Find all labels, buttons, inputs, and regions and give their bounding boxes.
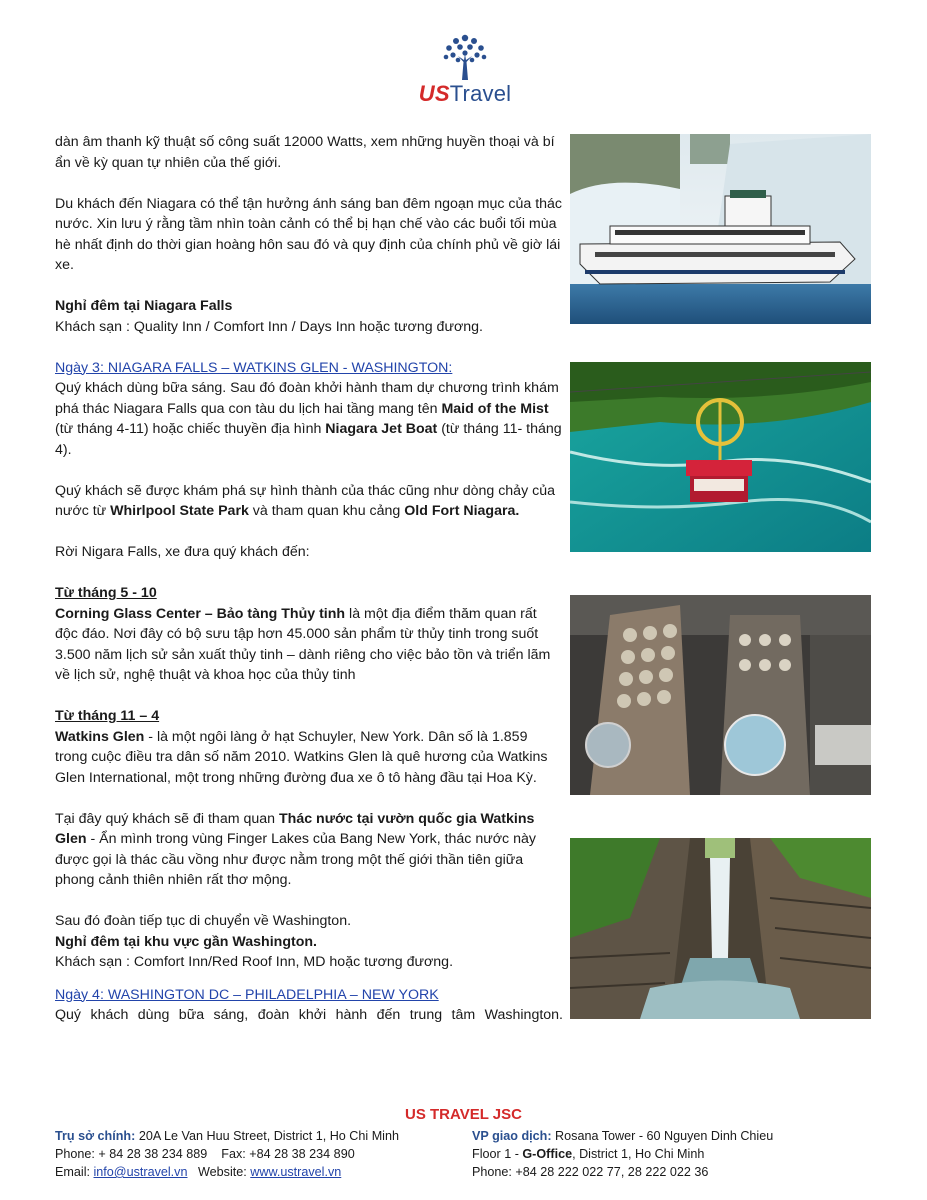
email-website-line [55,1163,399,1181]
hq-address-line [55,1127,399,1145]
email-link[interactable]: info@ustravel.vn [93,1165,188,1179]
text: (từ tháng 4-11) hoặc chiếc thuyền địa hình [55,421,326,437]
paragraph: Rời Nigara Falls, xe đưa quý khách đến: [55,544,310,560]
paragraph [55,809,563,891]
text: Quý khách sẽ được khám phá sự hình thành của thác cũng như dòng chảy của nước từ [55,482,555,519]
footer-head-office [55,1127,399,1181]
tree-of-people-icon [442,32,488,82]
paragraph [55,378,563,460]
text: (từ tháng 11- tháng 4). [55,421,562,458]
paragraph: Du khách đến Niagara có thể tận hưởng ánh sáng ban đêm ngoạn mục của thác nước. Xin lưu ý rằng tầm nhìn toàn cảnh có thể bị hạn chế vào các buổi tối mùa hè nhất định do thời gian hoàng hôn sau đó và quy định của chính phủ về giờ lái xe. [55,195,563,273]
office-phone-line: Phone: +84 28 222 022 77, 28 222 022 36 [472,1165,709,1179]
watkins-glen-gorge-photo [570,838,871,1019]
logo-travel: Travel [449,81,512,106]
maid-of-the-mist-photo [570,134,871,324]
website-link[interactable]: www.ustravel.vn [250,1165,342,1179]
overnight-heading [55,932,563,953]
whirlpool-aero-car-photo [570,362,871,552]
paragraph: dàn âm thanh kỹ thuật số công suất 12000 Watts, xem những huyền thoại và bí ẩn về kỳ quan tự nhiên của thế giới. [55,134,555,171]
office-address-line [472,1127,773,1145]
logo-wordmark [410,82,520,106]
bold-text: Maid of the Mist [441,400,549,417]
bold-text: Thác nước tại vườn quốc gia Watkins Glen [55,810,535,847]
text: là một địa điểm thăm quan rất độc đáo. Nơi đây có bộ sưu tập hơn 45.000 sản phẩm từ thủy tinh trong suốt 3.500 năm lịch sử sản xuất thủy tinh – dành riêng cho việc bảo tồn và triển lãm về lịch sử, nghệ thuật và khoa học của thủy tinh [55,605,551,683]
season-heading [55,583,563,604]
website-label: Website: [187,1165,251,1179]
overnight-text: Nghỉ đêm tại khu vực gần Washington. [55,933,317,950]
text: Tại đây quý khách sẽ đi tham quan [55,810,279,827]
office-label: VP giao dịch: [472,1129,552,1143]
paragraph [55,604,563,686]
corning-glass-museum-photo [570,595,871,795]
bold-text: Whirlpool State Park [110,503,249,519]
hq-address: 20A Le Van Huu Street, District 1, Ho Chi Minh [135,1129,399,1143]
text: và tham quan khu cảng [248,503,405,519]
bold-text: G-Office [522,1147,573,1161]
email-label: Email: [55,1165,94,1179]
day-3-heading[interactable] [55,358,563,379]
paragraph [55,727,563,789]
us-travel-logo [410,32,520,108]
phone-fax-line: Phone: + 84 28 38 234 889 Fax: +84 28 38 234 890 [55,1147,355,1161]
overnight-heading [55,296,563,317]
day-3-link[interactable]: Ngày 3: NIAGARA FALLS – WATKINS GLEN - WASHINGTON: [55,359,453,376]
text: - là một ngôi làng ở hạt Schuyler, New York. Dân số là 1.859 trong cuộc điều tra dân số năm 2010. Watkins Glen là quê hương của Watkins Glen International, một trong những đường đua xe ô tô hàng đầu tại Hoa Kỳ. [55,728,548,786]
office-floor-line [472,1145,773,1163]
logo-us: US [418,81,450,106]
text: Floor 1 - [472,1147,523,1161]
text: - Ẩn mình trong vùng Finger Lakes của Bang New York, thác nước này được gọi là thác cầu vồng như được nằm trong một thế giới thần tiên giữa phong cảnh thiên nhiên rất thơ mộng. [55,831,536,888]
text: Quý khách dùng bữa sáng. Sau đó đoàn khởi hành tham dự chương trình khám phá thác Niagara Falls qua con tàu du lịch hai tầng mang tên [55,380,559,417]
day-4-heading[interactable] [55,985,563,1006]
office-address: Rosana Tower - 60 Nguyen Dinh Chieu [551,1129,774,1143]
day-4-link[interactable]: Ngày 4: WASHINGTON DC – PHILADELPHIA – NEW YORK [55,986,439,1003]
season-title: Từ tháng 5 - 10 [55,585,157,601]
bold-text: Watkins Glen [55,728,145,745]
paragraph: Sau đó đoàn tiếp tục di chuyển về Washington. [55,913,352,929]
company-name: US TRAVEL JSC [405,1106,522,1123]
hotel-line: Khách sạn : Comfort Inn/Red Roof Inn, MD hoặc tương đương. [55,954,454,970]
bold-text: Old Fort Niagara. [404,503,520,519]
season-heading [55,706,563,727]
bold-text: Corning Glass Center – Bảo tàng Thủy tinh [55,605,346,622]
itinerary-text [55,132,563,1026]
bold-text: Niagara Jet Boat [325,421,438,437]
footer-office [472,1127,773,1181]
hotel-line: Khách sạn : Quality Inn / Comfort Inn / Days Inn hoặc tương đương. [55,318,483,335]
hq-label: Trụ sở chính: [55,1129,136,1143]
season-title: Từ tháng 11 – 4 [55,708,160,724]
paragraph [55,481,563,522]
text: , District 1, Ho Chi Minh [572,1147,705,1161]
paragraph: Quý khách dùng bữa sáng, đoàn khởi hành đến trung tâm Washington. [55,1007,563,1023]
overnight-text: Nghỉ đêm tại Niagara Falls [55,298,233,314]
